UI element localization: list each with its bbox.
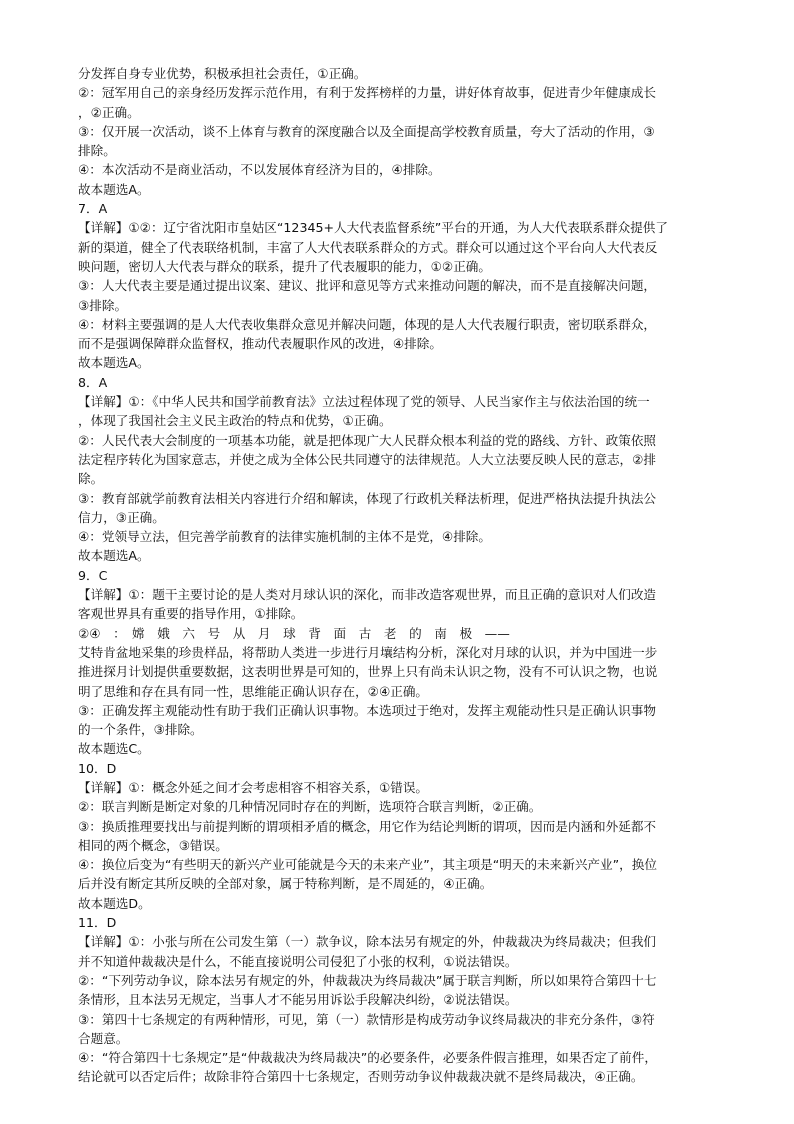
- text-line: 推进探月计划提供重要数据，这表明世界是可知的，世界上只有尚未认识之物，没有不可认识之物，也说: [78, 664, 658, 680]
- text-line: 【详解】①：《中华人民共和国学前教育法》立法过程体现了党的领导、人民当家作主与依法治国的统一: [78, 394, 650, 410]
- text-line: ③：正确发挥主观能动性有助于我们正确认识事物。本选项过于绝对，发挥主观能动性只是正确认识事物: [78, 702, 657, 718]
- text-line: 故本题选A。: [78, 355, 150, 371]
- text-line: 9．C: [78, 567, 108, 583]
- text-line: 并不知道仲裁裁决是什么，不能直接说明公司侵犯了小张的权利，①说法错误。: [78, 953, 518, 969]
- text-line: ②：联言判断是断定对象的几种情况同时存在的判断，选项符合联言判断，②正确。: [78, 799, 542, 815]
- text-line: 信力，③正确。: [78, 509, 165, 525]
- text-line: ，体现了我国社会主义民主政治的特点和优势，①正确。: [78, 413, 392, 429]
- text-line: 【详解】①：题干主要讨论的是人类对月球认识的深化，而非改造客观世界，而且正确的意识对人们改造: [78, 587, 657, 603]
- text-line: ④：“符合第四十七条规定”是“仲裁裁决为终局裁决”的必要条件，必要条件假言推理，如果否定了前件，: [78, 1050, 657, 1066]
- text-line: ③排除。: [78, 297, 128, 313]
- text-line: ③：换质推理要找出与前提判断的谓项相矛盾的概念，用它作为结论判断的谓项，因而是内涵和外延都不: [78, 818, 657, 834]
- text-line: ②：“下列劳动争议，除本法另有规定的外，仲裁裁决为终局裁决”属于联言判断，所以如果符合第四十七: [78, 972, 657, 988]
- text-line: 条情形，且本法另无规定，当事人才不能另用诉讼手段解决纠纷，②说法错误。: [78, 992, 518, 1008]
- text-line: 合题意。: [78, 1030, 129, 1046]
- text-line: 7．A: [78, 201, 108, 217]
- text-line: ④：换位后变为“有些明天的新兴产业可能就是今天的未来产业”，其主项是“明天的未来新兴产业”，换位: [78, 857, 657, 873]
- text-line: 【详解】①：概念外延之间才会考虑相容不相容关系，①错误。: [78, 779, 429, 795]
- text-line: 映问题，密切人大代表与群众的联系，提升了代表履职的能力，①②正确。: [78, 258, 491, 274]
- text-line: 故本题选A。: [78, 548, 150, 564]
- text-line: 的一个条件，③排除。: [78, 722, 203, 738]
- text-line: ④：材料主要强调的是人大代表收集群众意见并解决问题，体现的是人大代表履行职责，密切联系群众，: [78, 316, 657, 332]
- text-line: ③：人大代表主要是通过提出议案、建议、批评和意见等方式来推动问题的解决，而不是直接解决问题，: [78, 278, 657, 294]
- text-line: 除。: [78, 471, 104, 487]
- text-line: ，②正确。: [78, 104, 140, 120]
- text-line: 故本题选C。: [78, 741, 150, 757]
- text-line: 10．D: [78, 760, 117, 776]
- text-line: 相同的两个概念，③错误。: [78, 837, 228, 853]
- text-line: 客观世界具有重要的指导作用，①排除。: [78, 606, 304, 622]
- text-line: ②④ ： 嫦 娥 六 号 从 月 球 背 面 古 老 的 南 极 ——: [78, 625, 510, 641]
- document-page: [78, 64, 720, 1087]
- text-line: 故本题选D。: [78, 895, 151, 911]
- text-line: 结论就可以否定后件；故除非符合第四十七条规定，否则劳动争议仲裁裁决就不是终局裁决，④正确。: [78, 1069, 644, 1085]
- text-line: 法定程序转化为国家意志，并使之成为全体公民共同遵守的法律规范。人大立法要反映人民的意志，②排: [78, 451, 657, 467]
- text-line: 明了思维和存在具有同一性，思维能正确认识存在，②④正确。: [78, 683, 429, 699]
- text-line: 【详解】①②：辽宁省沈阳市皇姑区“12345+人大代表监督系统”平台的开通，为人大代表联系群众提供了: [78, 220, 668, 236]
- text-line: 新的渠道，健全了代表联络机制，丰富了人大代表联系群众的方式。群众可以通过这个平台向人大代表反: [78, 239, 658, 255]
- text-line: 故本题选A。: [78, 181, 150, 197]
- text-line: ②：人民代表大会制度的一项基本功能，就是把体现广大人民群众根本利益的党的路线、方针、政策依照: [78, 432, 657, 448]
- text-line: ③：教育部就学前教育法相关内容进行介绍和解读，体现了行政机关释法析理，促进严格执法提升执法公: [78, 490, 657, 506]
- text-line: ④：本次活动不是商业活动，不以发展体育经济为目的，④排除。: [78, 162, 441, 178]
- text-line: ④：党领导立法，但完善学前教育的法律实施机制的主体不是党，④排除。: [78, 529, 491, 545]
- text-line: ②：冠军用自己的亲身经历发挥示范作用，有利于发挥榜样的力量，讲好体育故事，促进青少年健康成长: [78, 85, 657, 101]
- text-line: 后并没有断定其所反映的全部对象，属于特称判断，是不周延的，④正确。: [78, 876, 493, 892]
- text-line: 而不是强调保障群众监督权，推动代表履职作风的改进，④排除。: [78, 336, 442, 352]
- text-line: 分发挥自身专业优势，积极承担社会责任，①正确。: [78, 66, 367, 81]
- text-line: 艾特肯盆地采集的珍贵样品，将帮助人类进一步进行月壤结构分析，深化对月球的认识，并为中国进一步: [78, 644, 658, 660]
- text-line: ③：仅开展一次活动，谈不上体育与教育的深度融合以及全面提高学校教育质量，夸大了活动的作用，③: [78, 123, 655, 139]
- text-line: 8．A: [78, 374, 108, 390]
- text-line: 排除。: [78, 143, 116, 159]
- text-line: 11．D: [78, 915, 117, 931]
- text-line: 【详解】①：小张与所在公司发生第（一）款争议，除本法另有规定的外，仲裁裁决为终局裁决；但我们: [78, 934, 657, 950]
- text-line: ③：第四十七条规定的有两种情形，可见，第（一）款情形是构成劳动争议终局裁决的非充分条件，③符: [78, 1011, 655, 1027]
